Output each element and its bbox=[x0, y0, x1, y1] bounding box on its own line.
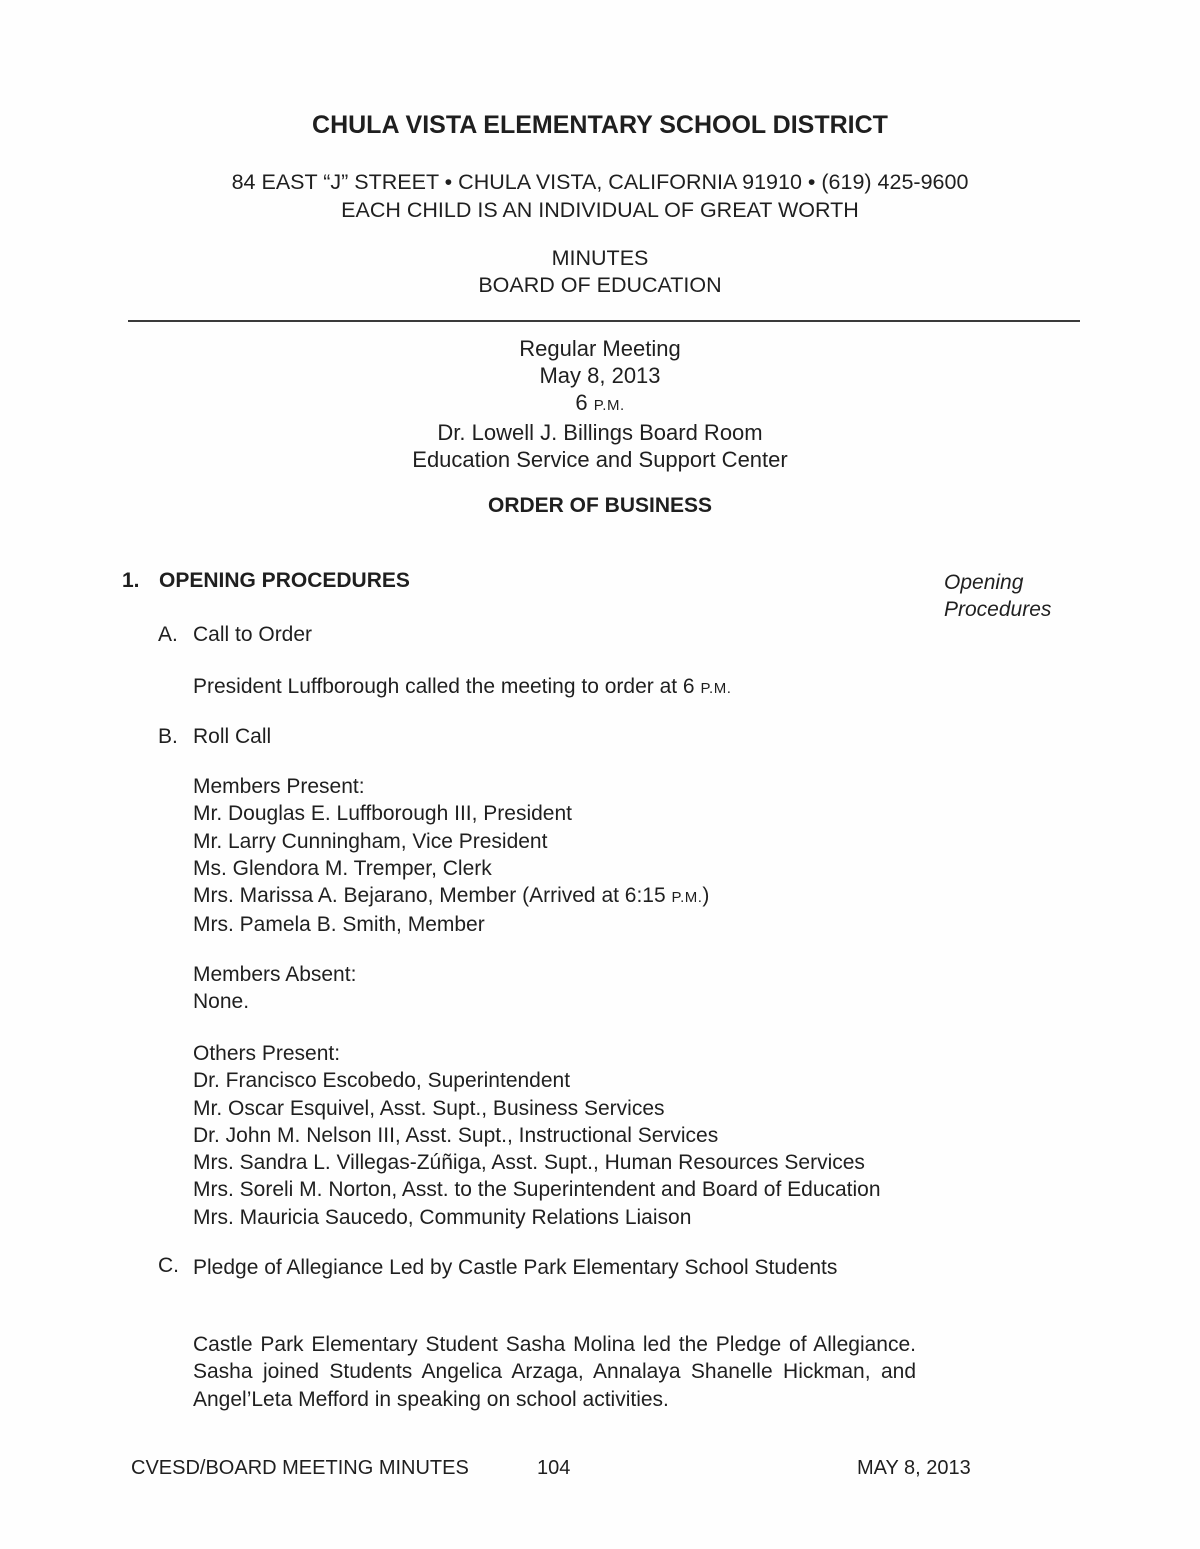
call-to-order-text bbox=[193, 675, 731, 699]
members-absent-value: None. bbox=[193, 990, 250, 1014]
other-present: Mr. Oscar Esquivel, Asst. Supt., Business Services bbox=[193, 1096, 665, 1120]
others-present-list bbox=[193, 1040, 881, 1231]
item-b-title: Roll Call bbox=[193, 725, 272, 748]
section-title: OPENING PROCEDURES bbox=[159, 569, 410, 592]
meeting-type: Regular Meeting bbox=[519, 336, 681, 361]
district-address-block bbox=[0, 168, 1200, 224]
district-title: CHULA VISTA ELEMENTARY SCHOOL DISTRICT bbox=[312, 111, 888, 139]
member-present: Ms. Glendora M. Tremper, Clerk bbox=[193, 856, 492, 880]
other-present: Mrs. Soreli M. Norton, Asst. to the Superintendent and Board of Education bbox=[193, 1178, 881, 1202]
item-a-title: Call to Order bbox=[193, 623, 313, 646]
members-present-list bbox=[193, 773, 709, 939]
call-to-order-sentence: President Luffborough called the meeting to order at 6 bbox=[193, 675, 695, 698]
governing-body: BOARD OF EDUCATION bbox=[478, 273, 722, 297]
order-of-business-heading: ORDER OF BUSINESS bbox=[487, 494, 713, 517]
others-present-heading: Others Present: bbox=[193, 1042, 341, 1065]
meeting-time-number: 6 bbox=[575, 390, 588, 415]
call-to-order-time-suffix: P.M. bbox=[700, 680, 732, 697]
member-present-name: Mrs. Marissa A. Bejarano, Member (Arrived at 6:15 bbox=[193, 884, 666, 908]
footer-page-number: 104 bbox=[537, 1457, 571, 1479]
item-a-label: A. bbox=[158, 623, 178, 646]
document-type: MINUTES bbox=[551, 246, 649, 270]
members-absent-list bbox=[193, 961, 356, 1016]
margin-note-line: Procedures bbox=[944, 598, 1052, 621]
item-b-label: B. bbox=[158, 725, 178, 748]
member-present bbox=[193, 882, 709, 911]
footer-date: MAY 8, 2013 bbox=[857, 1457, 971, 1479]
arrival-close-paren: ) bbox=[702, 884, 710, 908]
section-number: 1. bbox=[122, 569, 140, 592]
pledge-paragraph: Castle Park Elementary Student Sasha Molina led the Pledge of Allegiance. Sasha joined Students Angelica Arzaga, Annalaya Shanelle Hickman, and Angel’Leta Mefford in speaking on school activities. bbox=[193, 1333, 916, 1411]
document-type-block bbox=[0, 245, 1200, 299]
other-present: Dr. Francisco Escobedo, Superintendent bbox=[193, 1069, 571, 1093]
margin-note bbox=[944, 569, 1051, 623]
meeting-time-suffix: P.M. bbox=[593, 397, 625, 414]
header-divider bbox=[128, 320, 1080, 322]
meeting-location: Education Service and Support Center bbox=[412, 447, 788, 472]
other-present: Dr. John M. Nelson III, Asst. Supt., Instructional Services bbox=[193, 1123, 719, 1147]
margin-note-line: Opening bbox=[944, 571, 1024, 594]
meeting-info bbox=[0, 335, 1200, 473]
item-c-label: C. bbox=[158, 1254, 179, 1277]
other-present: Mrs. Sandra L. Villegas-Zúñiga, Asst. Supt., Human Resources Services bbox=[193, 1151, 865, 1175]
members-absent-heading: Members Absent: bbox=[193, 963, 357, 986]
item-c-title: Pledge of Allegiance Led by Castle Park Elementary School Students bbox=[193, 1256, 838, 1279]
district-address: 84 EAST “J” STREET • CHULA VISTA, CALIFORNIA 91910 • (619) 425-9600 bbox=[231, 170, 969, 194]
meeting-date: May 8, 2013 bbox=[539, 363, 661, 388]
members-present-heading: Members Present: bbox=[193, 775, 365, 798]
arrival-time-suffix: P.M. bbox=[671, 889, 703, 907]
footer-document-name: CVESD/BOARD MEETING MINUTES bbox=[131, 1457, 469, 1479]
meeting-room: Dr. Lowell J. Billings Board Room bbox=[437, 420, 763, 445]
member-present: Mrs. Pamela B. Smith, Member bbox=[193, 913, 485, 937]
member-present: Mr. Larry Cunningham, Vice President bbox=[193, 829, 548, 853]
other-present: Mrs. Mauricia Saucedo, Community Relations Liaison bbox=[193, 1205, 692, 1229]
member-present: Mr. Douglas E. Luffborough III, President bbox=[193, 802, 572, 826]
meeting-time bbox=[0, 389, 1200, 419]
district-motto: EACH CHILD IS AN INDIVIDUAL OF GREAT WORTH bbox=[341, 198, 859, 222]
